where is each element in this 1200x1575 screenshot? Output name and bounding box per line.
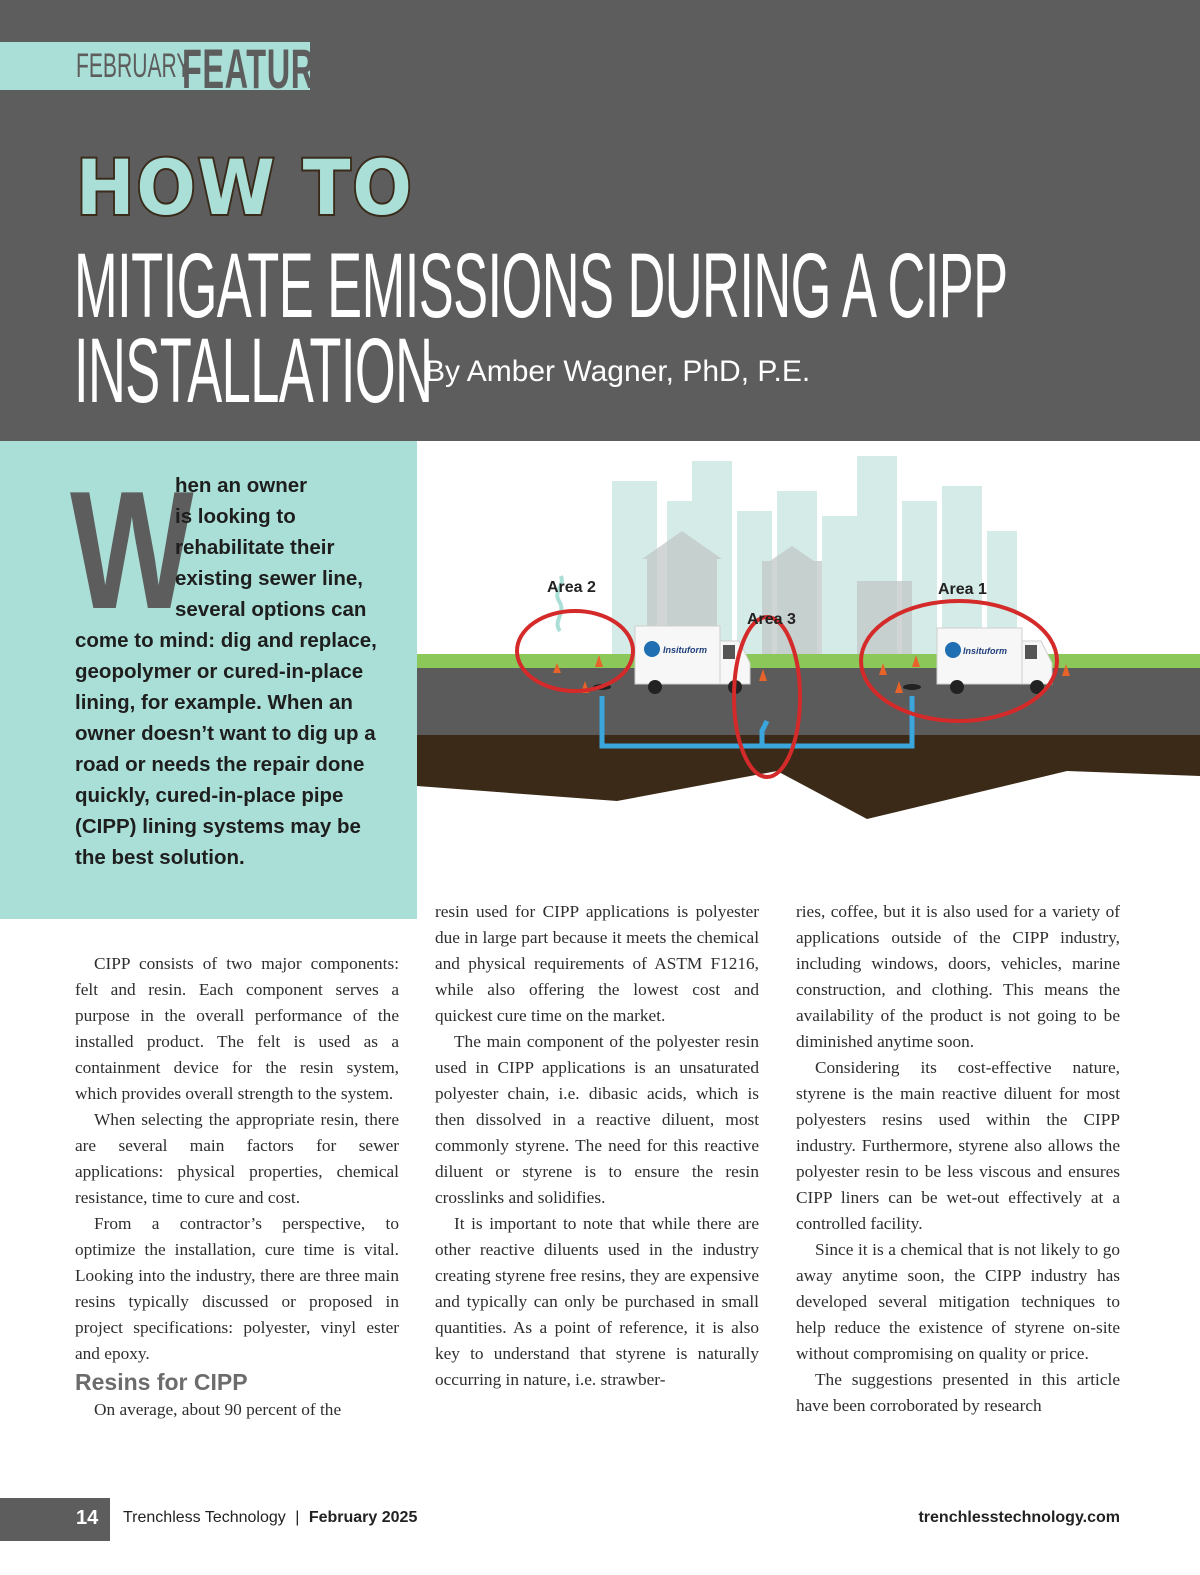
- body-column-3: [796, 899, 1120, 1419]
- paragraph: From a contractor’s perspective, to optimize the installation, cure time is vital. Looking into the industry, there are three main resins typically discussed or proposed in project specifications: polyester, vinyl ester and epoxy.: [75, 1214, 399, 1363]
- footer-publication: [123, 1509, 417, 1527]
- area-3-label: Area 3: [747, 611, 796, 628]
- body-column-1: [75, 951, 399, 1423]
- paragraph: CIPP consists of two major components: felt and resin. Each component serves a purpose in the overall performance of the installed product. The felt is used as a containment device for the resin system, which provides overall strength to the system.: [75, 954, 399, 1103]
- paragraph: The main component of the polyester resin used in CIPP applications is an unsaturated polyester chain, i.e. dibasic acids, which is then dissolved in a reactive diluent, most commonly styrene. The need for this reactive diluent or styrene is to ensure the resin crosslinks and solidifies.: [435, 1032, 759, 1207]
- section-heading: Resins for CIPP: [75, 1369, 248, 1395]
- intro-line: geopolymer or cured-in-place: [75, 660, 364, 683]
- paragraph: It is important to note that while there are other reactive diluents used in the industry creating styrene free resins, they are expensive and typically can only be purchased in small quantities. As a point of reference, it is also key to understand that styrene is naturally occurring in nature, i.e. strawber-: [435, 1214, 759, 1389]
- intro-line: come to mind: dig and replace,: [75, 629, 377, 652]
- cipp-site-illustration: [417, 441, 1200, 831]
- intro-line: (CIPP) lining systems may be: [75, 815, 361, 838]
- paragraph: On average, about 90 percent of the: [94, 1400, 342, 1419]
- headline-line-1: MITIGATE EMISSIONS DURING A CIPP: [74, 235, 1008, 337]
- paragraph: ries, coffee, but it is also used for a variety of applications outside of the CIPP industry, including windows, doors, vehicles, marine construction, and clothing. This means the availability of the product is not going to be diminished anytime soon.: [796, 902, 1120, 1051]
- intro-line: quickly, cured-in-place pipe: [75, 784, 344, 807]
- intro-line: is looking to: [175, 505, 296, 528]
- paragraph: The suggestions presented in this article have been corroborated by research: [796, 1370, 1120, 1415]
- paragraph: When selecting the appropriate resin, there are several main factors for sewer applications: physical properties, chemical resistance, time to cure and cost.: [75, 1110, 399, 1207]
- intro-line: rehabilitate their: [175, 536, 335, 559]
- website-link[interactable]: trenchlesstechnology.com: [918, 1509, 1120, 1526]
- issue-date: February 2025: [308, 1509, 418, 1526]
- truck-icon: [937, 628, 1052, 694]
- truck-brand-label: Insituform: [663, 645, 707, 655]
- intro-line: lining, for example. When an: [75, 691, 353, 714]
- paragraph: resin used for CIPP applications is polyester due in large part because it meets the chemical and physical requirements of ASTM F1216, while also offering the lowest cost and quickest cure time on the market.: [435, 902, 759, 1025]
- area-1-label: Area 1: [938, 581, 987, 598]
- footer-separator: |: [295, 1509, 300, 1526]
- intro-line: several options can: [175, 598, 367, 621]
- area-2-label: Area 2: [547, 579, 596, 596]
- kicker-month: FEBRUARY: [76, 47, 191, 85]
- paragraph: Since it is a chemical that is not likely to go away anytime soon, the CIPP industry has developed several mitigation techniques to help reduce the existence of styrene on-site without compromising on quality or price.: [796, 1240, 1120, 1363]
- byline: By Amber Wagner, PhD, P.E.: [425, 355, 811, 388]
- intro-line: hen an owner: [175, 474, 308, 497]
- intro-line: road or needs the repair done: [75, 753, 365, 776]
- truck-brand-label: Insituform: [963, 646, 1007, 656]
- intro-line: the best solution.: [75, 846, 245, 869]
- publication-name: Trenchless Technology: [123, 1509, 286, 1526]
- drop-cap: W: [70, 456, 194, 644]
- headline-line-2: INSTALLATION: [74, 320, 433, 422]
- intro-line: existing sewer line,: [175, 567, 363, 590]
- kicker-feature: FEATURE: [182, 37, 338, 100]
- paragraph: Considering its cost-effective nature, styrene is the main reactive diluent for most polyesters resins used within the CIPP industry. Furthermore, styrene also allows the polyester resin to be less viscous and ensures CIPP liners can be wet-out effectively at a controlled facility.: [796, 1058, 1120, 1233]
- intro-line: owner doesn’t want to dig up a: [75, 722, 376, 745]
- how-to-label: HOW TO: [76, 143, 414, 232]
- page-number: 14: [76, 1507, 99, 1529]
- body-column-2: [435, 899, 759, 1393]
